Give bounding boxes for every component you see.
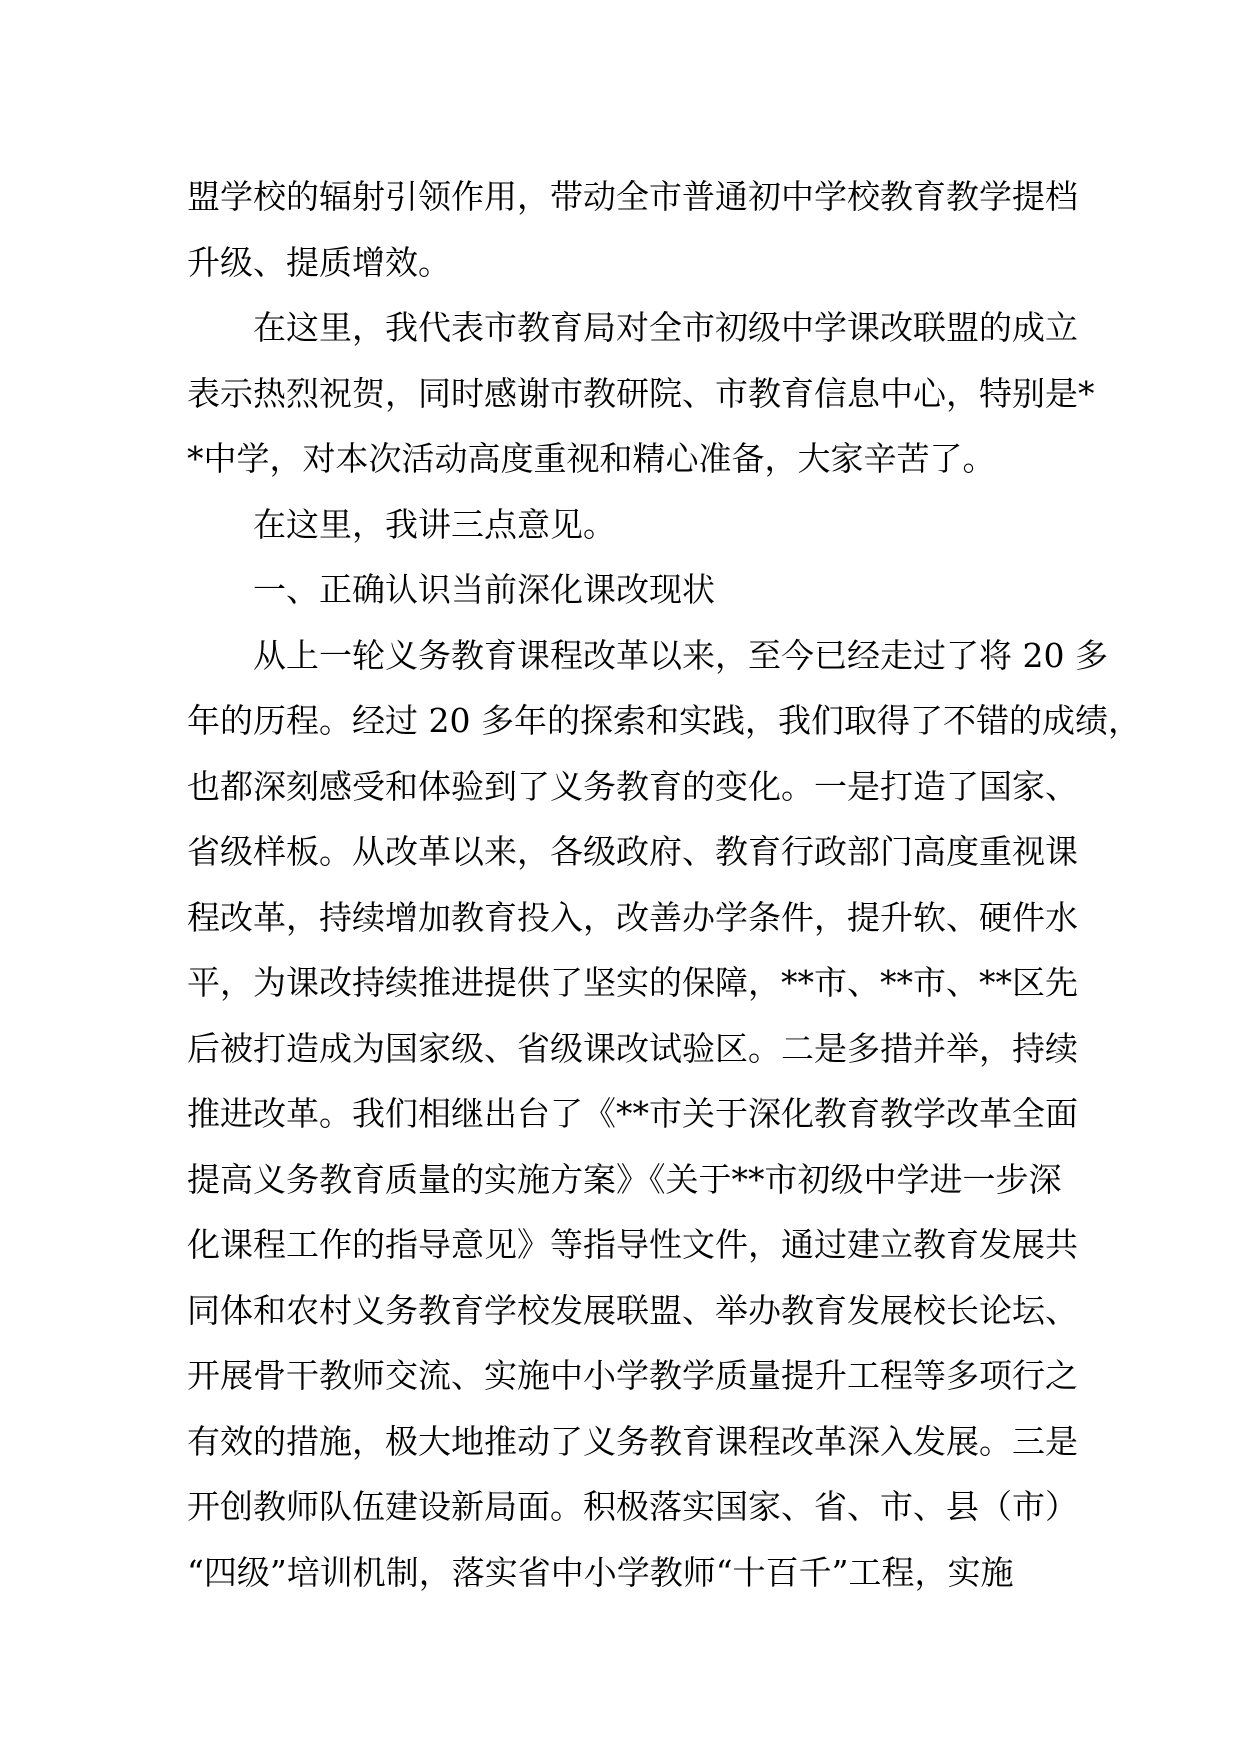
text-line: 程改革，持续增加教育投入，改善办学条件，提升软、硬件水 <box>187 897 1078 937</box>
text-line: 开展骨干教师交流、实施中小学教学质量提升工程等多项行之 <box>187 1356 1078 1395</box>
paragraph-start-line: 从上一轮义务教育课程改革以来，至今已经走过了将 20 多 <box>253 635 1108 675</box>
text-line: 平，为课改持续推进提供了坚实的保障，**市、**市、**区先 <box>187 963 1078 1002</box>
text-line: *中学，对本次活动高度重视和精心准备，大家辛苦了。 <box>187 439 996 478</box>
text-line: 盟学校的辐射引领作用，带动全市普通初中学校教育教学提档 <box>187 177 1078 216</box>
text-line: 表示热烈祝贺，同时感谢市教研院、市教育信息中心，特别是* <box>187 373 1095 413</box>
text-line: 有效的措施，极大地推动了义务教育课程改革深入发展。三是 <box>187 1421 1078 1461</box>
text-line: 推进改革。我们相继出台了《**市关于深化教育教学改革全面 <box>187 1094 1078 1133</box>
text-line: 同体和农村义务教育学校发展联盟、举办教育发展校长论坛、 <box>187 1290 1078 1330</box>
text-line: 也都深刻感受和体验到了义务教育的变化。一是打造了国家、 <box>187 766 1078 806</box>
text-line: 化课程工作的指导意见》等指导性文件，通过建立教育发展共 <box>187 1225 1078 1264</box>
section-heading: 一、正确认识当前深化课改现状 <box>253 570 715 609</box>
text-line: 年的历程。经过 20 多年的探索和实践，我们取得了不错的成绩， <box>187 701 1141 740</box>
text-line: 升级、提质增效。 <box>187 242 451 282</box>
text-line: 提高义务教育质量的实施方案》《关于**市初级中学进一步深 <box>187 1159 1062 1199</box>
document-body <box>187 164 1141 1605</box>
paragraph-start-line: 在这里，我代表市教育局对全市初级中学课改联盟的成立 <box>253 308 1078 347</box>
text-line: 省级样板。从改革以来，各级政府、教育行政部门高度重视课 <box>187 832 1078 871</box>
text-line: “四级”培训机制，落实省中小学教师“十百千”工程，实施 <box>187 1552 1014 1592</box>
paragraph-start-line: 在这里，我讲三点意见。 <box>253 504 616 544</box>
text-line: 后被打造成为国家级、省级课改试验区。二是多措并举，持续 <box>187 1028 1078 1068</box>
text-line: 开创教师队伍建设新局面。积极落实国家、省、市、县（市） <box>187 1487 1078 1526</box>
